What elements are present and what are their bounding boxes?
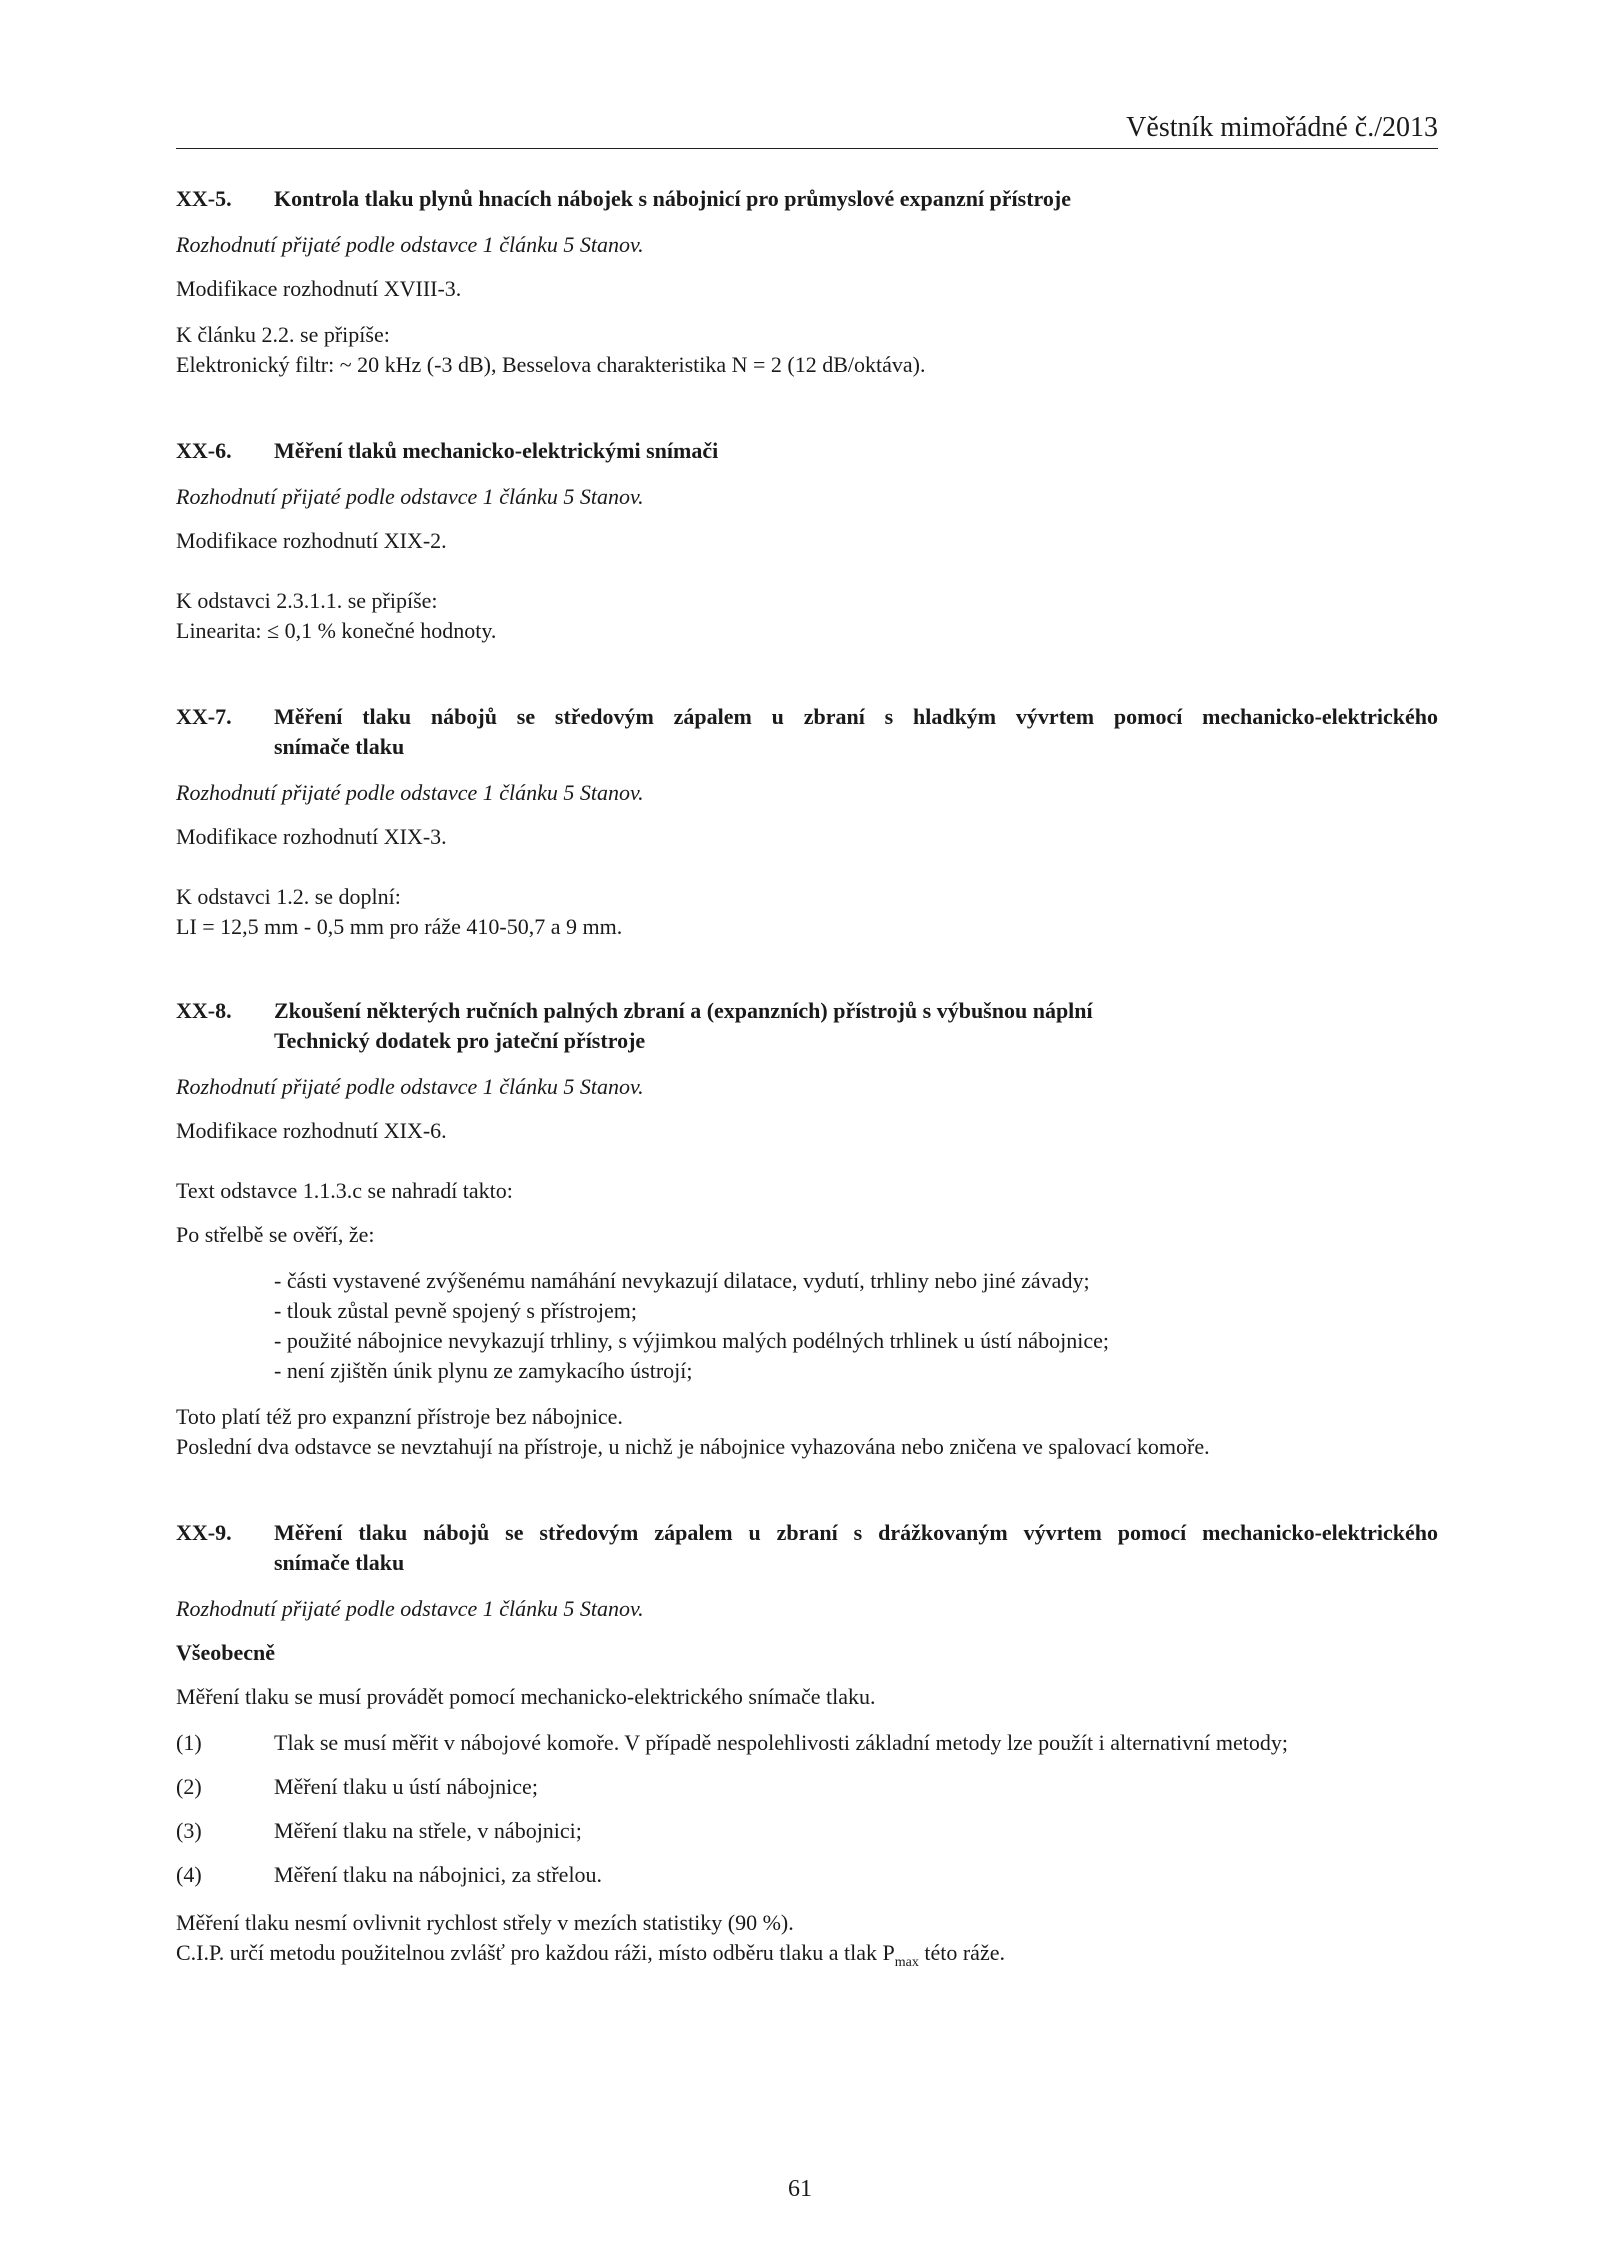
cip-method-text: C.I.P. určí metodu použitelnou zvlášť pro každou ráži, místo odběru tlaku a tlak P <box>176 1940 895 1965</box>
list-item: - tlouk zůstal pevně spojený s přístrojem; <box>274 1298 637 1323</box>
section-number-xx8: XX-8. <box>176 998 232 1023</box>
section-number-xx7: XX-7. <box>176 704 232 729</box>
decision-note-xx8: Rozhodnutí přijaté podle odstavce 1 článku 5 Stanov. <box>176 1074 644 1099</box>
section-title-xx9-line1: Měření tlaku nábojů se středovým zápalem u zbraní s drážkovaným vývrtem pomocí mechanicko-elektrického <box>274 1520 1438 1545</box>
section-number-xx6: XX-6. <box>176 438 232 463</box>
measurement-intro-xx9: Měření tlaku se musí provádět pomocí mechanicko-elektrického snímače tlaku. <box>176 1684 876 1709</box>
list-item-number: (1) <box>176 1730 202 1755</box>
section-title-xx6: Měření tlaků mechanicko-elektrickými snímači <box>274 438 719 463</box>
list-item: - použité nábojnice nevykazují trhliny, s výjimkou malých podélných trhlinek u ústí nábojnice; <box>274 1328 1109 1353</box>
page-number: 61 <box>788 2176 812 2202</box>
list-item-number: (3) <box>176 1818 202 1843</box>
modification-xx5: Modifikace rozhodnutí XVIII-3. <box>176 276 462 301</box>
section-title-xx9-line2: snímače tlaku <box>274 1550 405 1575</box>
decision-note-xx5: Rozhodnutí přijaté podle odstavce 1 článku 5 Stanov. <box>176 232 644 257</box>
amendment-text-xx5: Elektronický filtr: ~ 20 kHz (-3 dB), Besselova charakteristika N = 2 (12 dB/oktáva). <box>176 352 926 377</box>
replacement-intro-xx8: Text odstavce 1.1.3.c se nahradí takto: <box>176 1178 513 1203</box>
modification-xx8: Modifikace rozhodnutí XIX-6. <box>176 1118 447 1143</box>
amendment-intro-xx6: K odstavci 2.3.1.1. se připíše: <box>176 588 438 613</box>
list-item: Měření tlaku u ústí nábojnice; <box>274 1774 538 1799</box>
modification-xx6: Modifikace rozhodnutí XIX-2. <box>176 528 447 553</box>
amendment-intro-xx7: K odstavci 1.2. se doplní: <box>176 884 401 909</box>
section-number-xx5: XX-5. <box>176 186 232 211</box>
amendment-text-xx7: LI = 12,5 mm - 0,5 mm pro ráže 410-50,7 a 9 mm. <box>176 914 623 939</box>
modification-xx7: Modifikace rozhodnutí XIX-3. <box>176 824 447 849</box>
decision-note-xx6: Rozhodnutí přijaté podle odstavce 1 článku 5 Stanov. <box>176 484 644 509</box>
section-number-xx9: XX-9. <box>176 1520 232 1545</box>
list-item: - není zjištěn únik plynu ze zamykacího ústrojí; <box>274 1358 693 1383</box>
pmax-subscript: max <box>894 1955 919 1970</box>
list-item-number: (2) <box>176 1774 202 1799</box>
list-item: Měření tlaku na střele, v nábojnici; <box>274 1818 582 1843</box>
section-title-xx8-line2: Technický dodatek pro jateční přístroje <box>274 1028 646 1053</box>
list-item: Měření tlaku na nábojnici, za střelou. <box>274 1862 603 1887</box>
section-title-xx5: Kontrola tlaku plynů hnacích nábojek s nábojnicí pro průmyslové expanzní přístroje <box>274 186 1072 211</box>
section-title-xx7-line2: snímače tlaku <box>274 734 405 759</box>
list-item: Tlak se musí měřit v nábojové komoře. V případě nespolehlivosti základní metody lze použít i alternativní metody; <box>274 1730 1289 1755</box>
amendment-intro-xx5: K článku 2.2. se připíše: <box>176 322 390 347</box>
section-title-xx8-line1: Zkoušení některých ručních palných zbraní a (expanzních) přístrojů s výbušnou náplní <box>274 998 1093 1023</box>
section-title-xx7-line1: Měření tlaku nábojů se středovým zápalem u zbraní s hladkým vývrtem pomocí mechanicko-elektrického <box>274 704 1438 729</box>
amendment-text-xx6: Linearita: ≤ 0,1 % konečné hodnoty. <box>176 618 497 643</box>
note-exception-xx8: Poslední dva odstavce se nevztahují na přístroje, u nichž je nábojnice vyhazována nebo zničena ve spalovací komoře. <box>176 1434 1210 1459</box>
decision-note-xx9: Rozhodnutí přijaté podle odstavce 1 článku 5 Stanov. <box>176 1596 644 1621</box>
list-item-number: (4) <box>176 1862 202 1887</box>
decision-note-xx7: Rozhodnutí přijaté podle odstavce 1 článku 5 Stanov. <box>176 780 644 805</box>
journal-title: Věstník mimořádné č./2013 <box>1126 112 1438 143</box>
running-header <box>176 110 1438 149</box>
check-intro-xx8: Po střelbě se ověří, že: <box>176 1222 375 1247</box>
list-item: - části vystavené zvýšenému namáhání nevykazují dilatace, vydutí, trhliny nebo jiné závady; <box>274 1268 1090 1293</box>
cip-method-note-xx9 <box>176 1938 1005 1978</box>
cip-method-tail: této ráže. <box>918 1940 1005 1965</box>
note-expanzni-xx8: Toto platí též pro expanzní přístroje bez nábojnice. <box>176 1404 623 1429</box>
statistics-note-xx9: Měření tlaku nesmí ovlivnit rychlost střely v mezích statistiky (90 %). <box>176 1910 794 1935</box>
subheading-general: Všeobecně <box>176 1640 275 1665</box>
